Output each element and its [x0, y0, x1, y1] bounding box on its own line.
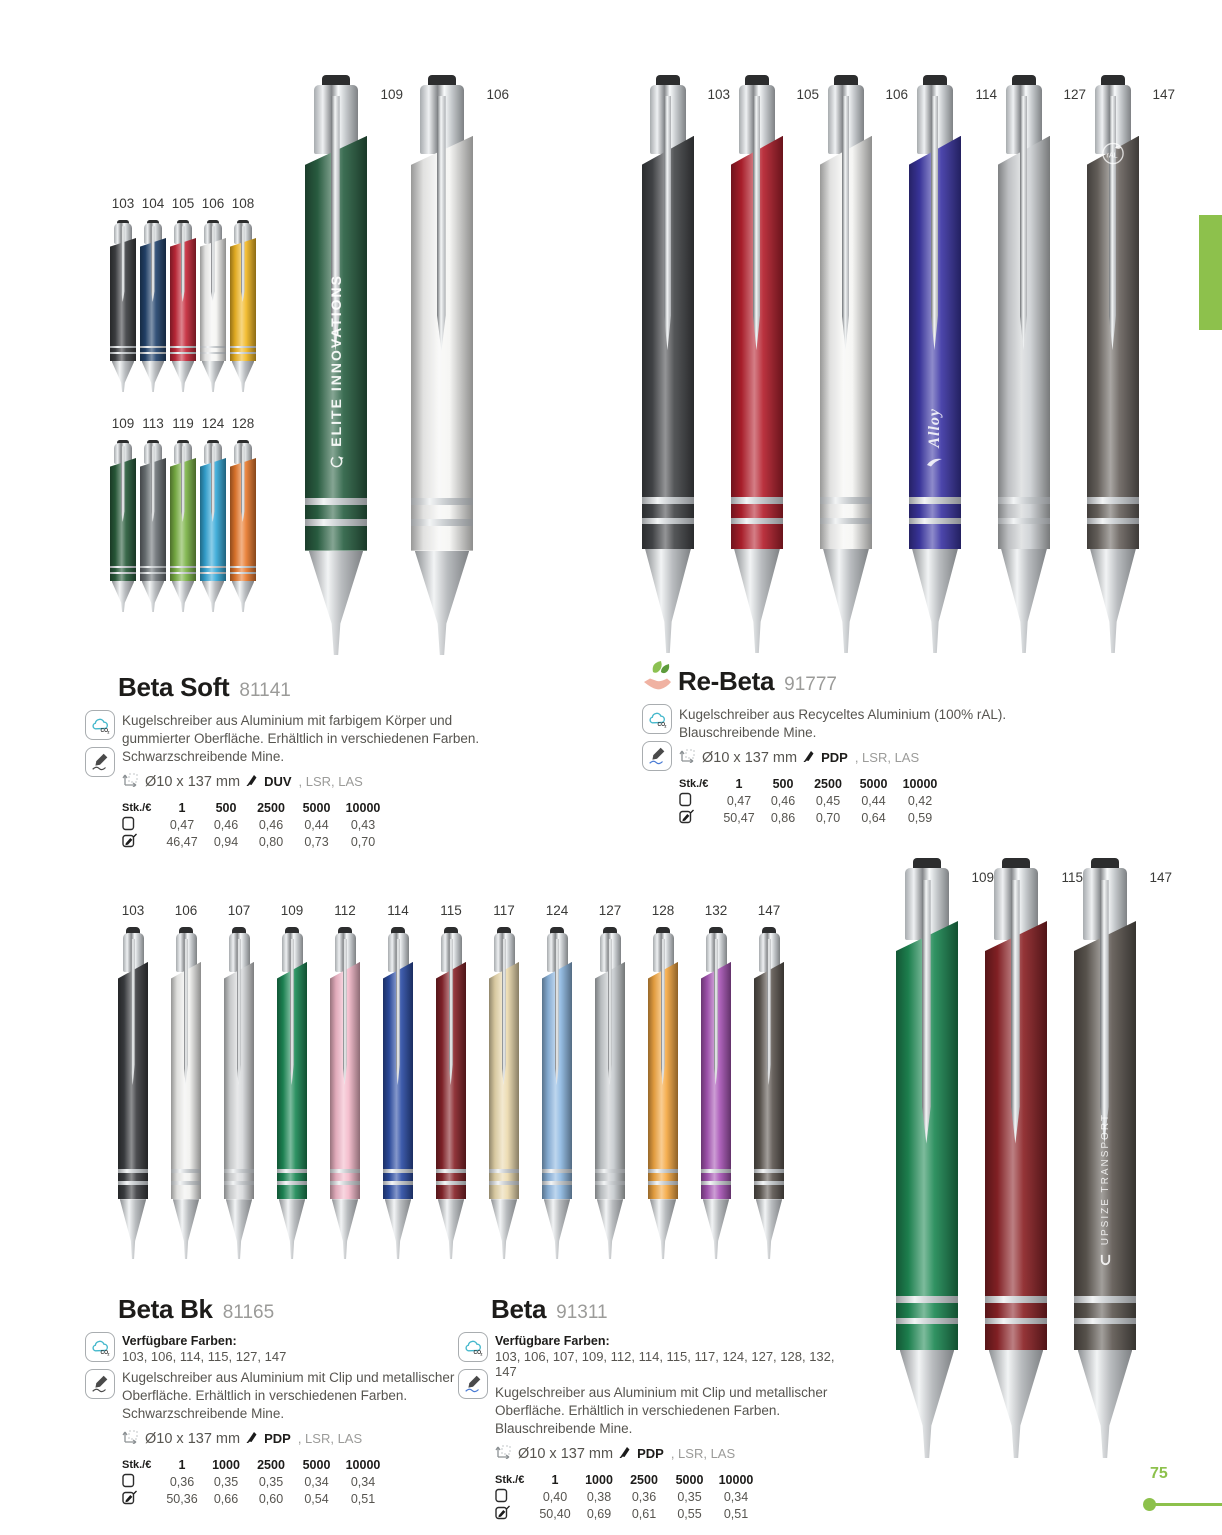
- pen-106: [171, 903, 201, 1259]
- pen-124: [542, 903, 572, 1259]
- pen-113: [140, 416, 166, 612]
- product-info-beta: [458, 1294, 850, 1522]
- pen-image: [1087, 75, 1139, 653]
- pen-112: [330, 903, 360, 1259]
- printed-box-icon: [122, 833, 138, 848]
- pen-image: [642, 75, 694, 653]
- pen-color-code: 119: [172, 416, 194, 431]
- printed-box-icon: [495, 1505, 511, 1520]
- quantity-header: 1: [178, 1457, 186, 1472]
- svg-text:CO: CO: [473, 1349, 482, 1356]
- pen-114: [909, 75, 997, 653]
- re-beta-showcase-pens: [642, 75, 1175, 653]
- pen-writing-icon: [458, 1369, 488, 1399]
- print-method-primary: PDP: [264, 1431, 291, 1447]
- svg-text:CO: CO: [100, 727, 109, 734]
- pen-color-code: 105: [796, 87, 819, 102]
- pen-color-code: 109: [971, 870, 994, 885]
- pen-image: [140, 220, 166, 392]
- pen-108: [230, 196, 256, 392]
- pen-115: [985, 858, 1083, 1458]
- product-sku: 81141: [239, 680, 291, 701]
- dimensions-arrow-icon: [679, 748, 696, 767]
- pen-106: [200, 196, 226, 392]
- print-nib-icon: [619, 1445, 631, 1462]
- pen-image: [110, 220, 136, 392]
- pen-color-code: 106: [174, 903, 198, 918]
- pen-109: [277, 903, 307, 1259]
- pen-image: [277, 927, 307, 1259]
- product-specs: [679, 748, 1042, 767]
- pen-color-code: 128: [651, 903, 675, 918]
- printed-box-icon: [679, 809, 695, 824]
- pen-image: [595, 927, 625, 1259]
- unit-label: Stk./€: [495, 1473, 525, 1486]
- pen-104: [140, 196, 166, 392]
- pen-103: [118, 903, 148, 1259]
- pen-image: [118, 927, 148, 1259]
- pen-128: [230, 416, 256, 612]
- quantity-header: 5000: [675, 1472, 704, 1487]
- svg-text:2: 2: [664, 724, 667, 729]
- pen-107: [224, 903, 254, 1259]
- quantity-header: 500: [772, 776, 794, 791]
- pen-color-code: 109: [280, 903, 304, 918]
- pen-image: [489, 927, 519, 1259]
- print-method-secondary: , LSR, LAS: [297, 1431, 363, 1447]
- quantity-header: 1000: [585, 1472, 613, 1487]
- pen-105: [731, 75, 819, 653]
- product-description: Kugelschreiber aus Recyceltes Aluminium (100% rAL). Blauschreibende Mine.: [679, 707, 1007, 741]
- pen-106: [411, 75, 509, 655]
- print-nib-icon: [246, 773, 258, 790]
- pen-color-code: 114: [975, 87, 997, 102]
- pen-color-code: 105: [171, 196, 195, 211]
- product-title: Re-Beta: [678, 666, 775, 696]
- price-value: 0,64: [861, 811, 886, 826]
- price-value: 0,44: [304, 818, 329, 833]
- pen-engraving: ELITE INNOVATIONS: [305, 150, 367, 469]
- price-value: 0,69: [586, 1507, 612, 1522]
- pen-103: [642, 75, 730, 653]
- pen-image: [1074, 858, 1136, 1458]
- price-value: 0,43: [350, 818, 376, 833]
- dimensions-arrow-icon: [495, 1444, 512, 1463]
- quantity-header: 2500: [814, 776, 842, 791]
- pen-image: [648, 927, 678, 1259]
- pen-image: [200, 440, 226, 612]
- pen-color-code: 109: [111, 416, 135, 431]
- price-table-header: [495, 1471, 850, 1488]
- beta-color-range-pens: [118, 903, 784, 1259]
- pen-103: [110, 196, 136, 392]
- product-info-beta-bk: [85, 1294, 457, 1507]
- pen-128: [648, 903, 678, 1259]
- price-value: 0,86: [770, 811, 796, 826]
- section-tab-marker: [1199, 215, 1222, 330]
- pen-color-code: 147: [1149, 870, 1172, 885]
- pen-image: [754, 927, 784, 1259]
- price-value: 0,42: [907, 794, 933, 809]
- pen-writing-icon: [85, 1369, 115, 1399]
- print-nib-icon: [246, 1430, 258, 1447]
- price-value: 0,51: [350, 1492, 376, 1507]
- pen-engraving: UPSIZE TRANSPORT: [1074, 936, 1136, 1266]
- price-row-plain: [679, 792, 1042, 809]
- available-colors-label: Verfügbare Farben:: [495, 1334, 610, 1348]
- pen-image: [411, 75, 473, 655]
- svg-text:rAL: rAL: [1106, 150, 1118, 160]
- pen-image: [171, 927, 201, 1259]
- pen-image: [436, 927, 466, 1259]
- quantity-header: 2500: [257, 800, 285, 815]
- price-value: 0,38: [586, 1490, 612, 1505]
- price-value: 46,47: [166, 835, 198, 850]
- quantity-header: 10000: [345, 800, 381, 815]
- price-value: 50,36: [166, 1492, 198, 1507]
- product-sku: 81165: [222, 1302, 275, 1323]
- product-title: Beta Bk: [118, 1294, 213, 1324]
- page-number: 75: [1150, 1465, 1168, 1482]
- co2-cloud-icon: [85, 710, 115, 740]
- price-value: 0,35: [213, 1475, 239, 1490]
- price-value: 0,66: [213, 1492, 239, 1507]
- price-value: 0,73: [304, 835, 329, 850]
- blank-box-icon: [122, 1473, 135, 1488]
- footer-line: [1152, 1503, 1222, 1506]
- pen-image: [305, 75, 367, 655]
- product-specs: [122, 772, 497, 791]
- price-table-header: [679, 775, 1042, 792]
- pen-color-code: 127: [598, 903, 622, 918]
- price-row-plain: [495, 1488, 850, 1505]
- pen-color-code: 147: [1152, 87, 1175, 102]
- svg-text:2: 2: [107, 730, 110, 735]
- pen-124: [200, 416, 226, 612]
- price-row-plain: [122, 1473, 457, 1490]
- pen-image: [110, 440, 136, 612]
- pen-image: [230, 440, 256, 612]
- price-value: 0,55: [677, 1507, 702, 1522]
- beta-showcase-pens: [896, 858, 1172, 1458]
- pen-147: [1087, 75, 1175, 653]
- co2-cloud-icon: [85, 1332, 115, 1362]
- pen-106: [820, 75, 908, 653]
- price-value: 0,70: [350, 835, 376, 850]
- pen-132: [701, 903, 731, 1259]
- price-value: 0,35: [677, 1490, 702, 1505]
- price-row-printed: [122, 833, 497, 850]
- pen-image: [140, 440, 166, 612]
- price-table: [122, 799, 497, 850]
- pen-engraving: Alloy: [909, 150, 961, 468]
- product-description: Kugelschreiber aus Aluminium mit Clip und metallischer Oberfläche. Erhältlich in verschiedenen Farben. Blauschreibende Mine.: [495, 1385, 828, 1437]
- quantity-header: 1: [178, 800, 186, 815]
- product-title: Beta Soft: [118, 672, 230, 702]
- quantity-header: 10000: [718, 1472, 754, 1487]
- pen-109: [110, 416, 136, 612]
- price-row-printed: [679, 809, 1042, 826]
- dimensions-value: Ø10 x 137 mm: [145, 773, 241, 790]
- pen-color-code: 106: [201, 196, 225, 211]
- ral-recycled-aluminium-badge: [1101, 141, 1126, 166]
- print-method-secondary: , LSR, LAS: [298, 774, 363, 790]
- pen-image: [230, 220, 256, 392]
- price-value: 0,45: [815, 794, 841, 809]
- pen-127: [998, 75, 1086, 653]
- available-colors-list: 103, 106, 107, 109, 112, 114, 115, 117, 124, 127, 128, 132, 147: [495, 1349, 835, 1379]
- pen-color-code: 113: [142, 416, 164, 431]
- blank-box-icon: [495, 1488, 508, 1503]
- price-value: 0,51: [723, 1507, 749, 1522]
- pen-127: [595, 903, 625, 1259]
- pen-color-code: 124: [545, 903, 569, 918]
- pen-color-code: 115: [440, 903, 462, 918]
- quantity-header: 1000: [212, 1457, 240, 1472]
- product-sku: 91311: [556, 1302, 608, 1323]
- pen-image: [998, 75, 1050, 653]
- pen-color-code: 103: [121, 903, 145, 918]
- price-value: 0,59: [907, 811, 933, 826]
- hand-with-leaves-icon: [640, 658, 674, 697]
- svg-text:2: 2: [107, 1352, 110, 1357]
- price-row-printed: [495, 1505, 850, 1522]
- product-description: Kugelschreiber aus Aluminium mit farbigem Körper und gummierter Oberfläche. Erhältlich in verschiedenen Farben. Schwarzschreibende Mine.: [122, 713, 480, 765]
- price-value: 0,46: [770, 794, 796, 809]
- price-value: 0,36: [631, 1490, 657, 1505]
- price-value: 0,40: [542, 1490, 568, 1505]
- price-table-header: [122, 1456, 457, 1473]
- engraving-logo: [1099, 1253, 1112, 1266]
- dimensions-arrow-icon: [122, 1429, 139, 1448]
- print-method-secondary: , LSR, LAS: [854, 750, 920, 766]
- pen-119: [170, 416, 196, 612]
- pen-image: [701, 927, 731, 1259]
- product-info-beta-soft: [85, 672, 497, 850]
- print-method-primary: PDP: [637, 1446, 664, 1462]
- print-nib-icon: [803, 749, 815, 766]
- quantity-header: 2500: [257, 1457, 285, 1472]
- print-method-primary: PDP: [821, 750, 848, 766]
- pen-image: [200, 220, 226, 392]
- pen-image: [542, 927, 572, 1259]
- product-title: Beta: [491, 1294, 547, 1324]
- price-table: [122, 1456, 457, 1507]
- beta-soft-showcase-pens: [305, 75, 509, 655]
- pen-color-code: 127: [1063, 87, 1086, 102]
- pen-image: [820, 75, 872, 653]
- price-value: 0,35: [258, 1475, 284, 1490]
- pen-117: [489, 903, 519, 1259]
- pen-105: [170, 196, 196, 392]
- pen-writing-icon: [642, 741, 672, 771]
- price-value: 50,47: [723, 811, 755, 826]
- price-value: 0,80: [258, 835, 284, 850]
- engraving-logo: [926, 456, 944, 468]
- pen-147: [754, 903, 784, 1259]
- beta-soft-color-palette-row-1: [110, 196, 256, 392]
- pen-color-code: 112: [334, 903, 356, 918]
- dimensions-value: Ø10 x 137 mm: [518, 1445, 614, 1462]
- pen-color-code: 124: [201, 416, 225, 431]
- price-value: 0,47: [726, 794, 752, 809]
- price-value: 0,47: [169, 818, 195, 833]
- price-value: 0,94: [213, 835, 239, 850]
- price-value: 0,54: [304, 1492, 329, 1507]
- quantity-header: 10000: [902, 776, 938, 791]
- price-value: 0,34: [304, 1475, 329, 1490]
- price-value: 50,40: [539, 1507, 571, 1522]
- price-value: 0,34: [723, 1490, 749, 1505]
- price-value: 0,46: [258, 818, 284, 833]
- pen-109: [896, 858, 994, 1458]
- engraving-logo: [329, 454, 344, 469]
- pen-115: [436, 903, 466, 1259]
- pen-color-code: 104: [141, 196, 165, 211]
- product-sku: 91777: [784, 674, 837, 695]
- pen-writing-icon: [85, 747, 115, 777]
- quantity-header: 1: [735, 776, 743, 791]
- pen-image: [383, 927, 413, 1259]
- pen-image: [170, 440, 196, 612]
- price-value: 0,44: [861, 794, 886, 809]
- pen-image: [330, 927, 360, 1259]
- print-method-secondary: , LSR, LAS: [670, 1446, 736, 1462]
- pen-color-code: 132: [704, 903, 728, 918]
- available-colors-list: 103, 106, 114, 115, 127, 147: [122, 1349, 287, 1364]
- pen-114: [383, 903, 413, 1259]
- pen-color-code: 128: [231, 416, 255, 431]
- quantity-header: 500: [215, 800, 237, 815]
- pen-109: [305, 75, 403, 655]
- available-colors-label: Verfügbare Farben:: [122, 1334, 237, 1348]
- product-info-re-beta: [642, 666, 1042, 826]
- beta-soft-color-palette-row-2: [110, 416, 256, 612]
- pen-color-code: 115: [1061, 870, 1083, 885]
- pen-147: [1074, 858, 1172, 1458]
- quantity-header: 5000: [302, 800, 331, 815]
- pen-color-code: 114: [387, 903, 409, 918]
- blank-box-icon: [122, 816, 135, 831]
- svg-text:CO: CO: [657, 721, 666, 728]
- pen-color-code: 108: [231, 196, 255, 211]
- price-table-header: [122, 799, 497, 816]
- pen-image: [909, 75, 961, 653]
- pen-color-code: 109: [380, 87, 403, 102]
- unit-label: Stk./€: [122, 801, 152, 814]
- quantity-header: 1: [551, 1472, 559, 1487]
- quantity-header: 5000: [302, 1457, 331, 1472]
- price-value: 0,46: [213, 818, 239, 833]
- price-table: [679, 775, 1042, 826]
- quantity-header: 10000: [345, 1457, 381, 1472]
- quantity-header: 5000: [859, 776, 888, 791]
- dimensions-value: Ø10 x 137 mm: [702, 749, 798, 766]
- pen-image: [985, 858, 1047, 1458]
- pen-image: [896, 858, 958, 1458]
- pen-color-code: 117: [493, 903, 515, 918]
- unit-label: Stk./€: [122, 1458, 152, 1471]
- price-value: 0,36: [169, 1475, 195, 1490]
- dimensions-value: Ø10 x 137 mm: [145, 1430, 241, 1447]
- pen-color-code: 106: [486, 87, 509, 102]
- price-value: 0,34: [350, 1475, 376, 1490]
- quantity-header: 2500: [630, 1472, 658, 1487]
- co2-cloud-icon: [642, 704, 672, 734]
- pen-image: [731, 75, 783, 653]
- price-value: 0,70: [815, 811, 841, 826]
- pen-image: [170, 220, 196, 392]
- product-description: Kugelschreiber aus Aluminium mit Clip und metallischer Oberfläche. Erhältlich in verschiedenen Farben. Schwarzschreibende Mine.: [122, 1370, 455, 1422]
- product-specs: [495, 1444, 850, 1463]
- svg-text:CO: CO: [100, 1349, 109, 1356]
- printed-box-icon: [122, 1490, 138, 1505]
- svg-text:2: 2: [480, 1352, 483, 1357]
- price-row-plain: [122, 816, 497, 833]
- pen-image: [224, 927, 254, 1259]
- co2-cloud-icon: [458, 1332, 488, 1362]
- dimensions-arrow-icon: [122, 772, 139, 791]
- product-specs: [122, 1429, 457, 1448]
- price-table: [495, 1471, 850, 1522]
- price-row-printed: [122, 1490, 457, 1507]
- pen-color-code: 107: [227, 903, 251, 918]
- pen-color-code: 103: [707, 87, 730, 102]
- pen-color-code: 106: [885, 87, 908, 102]
- price-value: 0,60: [258, 1492, 284, 1507]
- pen-color-code: 103: [111, 196, 135, 211]
- pen-color-code: 147: [757, 903, 781, 918]
- blank-box-icon: [679, 792, 692, 807]
- price-value: 0,61: [631, 1507, 657, 1522]
- print-method-primary: DUV: [264, 774, 292, 790]
- unit-label: Stk./€: [679, 777, 709, 790]
